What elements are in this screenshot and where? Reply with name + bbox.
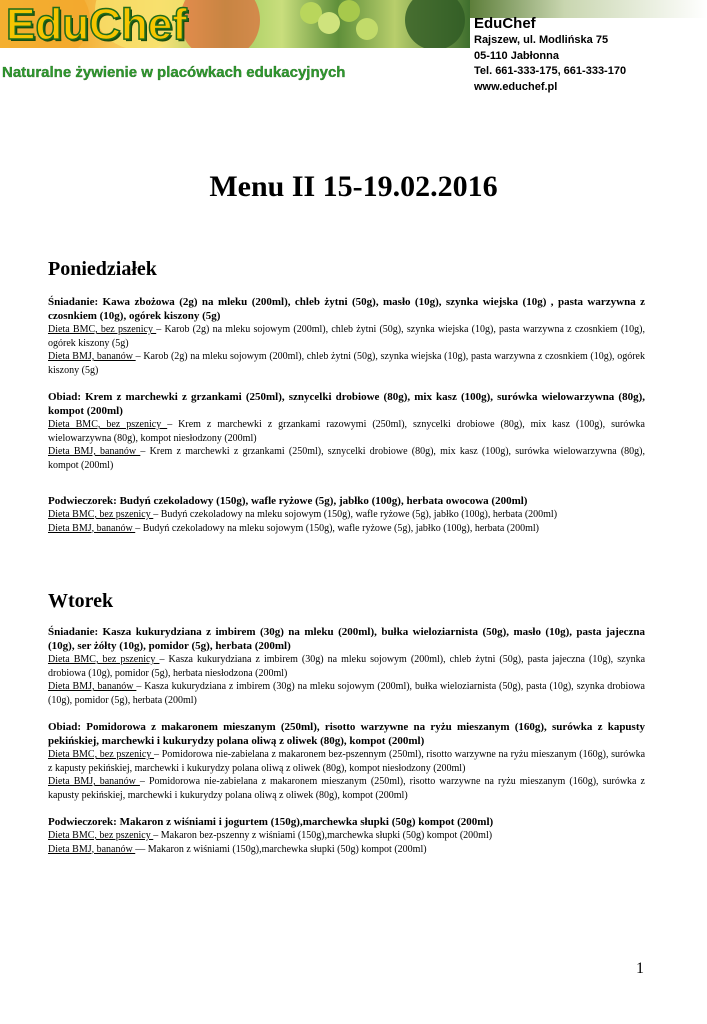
diet-label: Dieta BMC, bez pszenicy	[48, 324, 157, 335]
meal-breakfast	[48, 625, 645, 707]
day-heading-tuesday: Wtorek	[48, 590, 114, 612]
diet-label: Dieta BMJ, bananów	[48, 522, 136, 534]
diet-label: Dieta BMC, bez pszenicy	[48, 509, 154, 520]
diet-text: Pomidorowa nie-zabielana z makaronem mieszanym (250ml), risotto warzywne na ryżu mieszanym (160g), surówka z kapusty pekińskiej, marchewki i kukurydzy polana oliwą z oliwek (80g), kompot (200ml)	[48, 776, 645, 801]
day-heading-monday: Poniedziałek	[48, 258, 157, 280]
diet-line: Dieta BMJ, bananów – Karob (2g) na mleku sojowym (200ml), chleb żytni (50g), szynka wiejska (10g), pasta warzywna z czosnkiem (10g), ogórek kiszony (5g)	[48, 351, 645, 376]
diet-text: Budyń czekoladowy na mleku sojowym (150g), wafle ryżowe (5g), jabłko (100g), herbata (200ml)	[142, 522, 539, 534]
diet-label: Dieta BMJ, bananów	[48, 681, 137, 692]
page-number: 1	[636, 960, 644, 977]
diet-label: Dieta BMC, bez pszenicy	[48, 749, 155, 760]
contact-block	[474, 14, 626, 95]
company-name: EduChef	[474, 15, 536, 32]
menu-title: Menu II 15-19.02.2016	[209, 170, 498, 203]
meal-lunch	[48, 390, 645, 472]
meal-main: Podwieczorek: Budyń czekoladowy (150g), wafle ryżowe (5g), jabłko (100g), herbata owocowa (200ml)	[48, 495, 528, 507]
meal-lunch	[48, 720, 645, 802]
diet-line: Dieta BMC, bez pszenicy – Pomidorowa nie-zabielana z makaronem bez-pszennym (250ml), risotto warzywne na ryżu mieszanym (160g), surówka z kapusty pekińskiej, marchewki i kukurydzy polana oliwą z oliwek (80g), kompot niesłodzony (200ml)	[48, 749, 646, 774]
phone-line: Tel. 661-333-175, 661-333-170	[474, 65, 627, 77]
meal-main: Śniadanie: Kasza kukurydziana z imbirem (30g) na mleku (200ml), bułka wieloziarnista (50g), masło (10g), pasta jajeczna (10g), ser żółty (10g), pomidor (5g), herbata (200ml)	[48, 626, 645, 652]
diet-label: Dieta BMJ, bananów	[48, 776, 140, 787]
diet-label: Dieta BMJ, bananów	[48, 351, 136, 362]
diet-line: Dieta BMC, bez pszenicy – Krem z marchewki z grzankami razowymi (250ml), sznycelki drobiowe (80g), mix kasz (100g), surówka wielowarzywna (80g), kompot niesłodzony (200ml)	[48, 419, 645, 444]
day-content-monday	[48, 295, 645, 548]
diet-line: Dieta BMJ, bananów – Kasza kukurydziana z imbirem (30g) na mleku sojowym (200ml), bułka wieloziarnista (50g), pasta (10g), szynka drobiowa (10g), pomidor (5g), herbata (200ml)	[48, 681, 645, 706]
day-content-tuesday	[48, 625, 645, 869]
diet-text: Kasza kukurydziana z imbirem (30g) na mleku sojowym (200ml), bułka wieloziarnista (50g), pasta (10g), szynka drobiowa (10g), pomidor (5g), herbata (200ml)	[48, 681, 645, 706]
tagline: Naturalne żywienie w placówkach edukacyjnych	[2, 64, 346, 81]
address-line-1: Rajszew, ul. Modlińska 75	[474, 34, 609, 46]
address-line-2: 05-110 Jabłonna	[474, 49, 559, 62]
diet-label: Dieta BMC, bez pszenicy	[48, 830, 154, 841]
diet-text: Budyń czekoladowy na mleku sojowym (150g), wafle ryżowe (5g), jabłko (100g), herbata (200ml)	[160, 509, 558, 520]
diet-text: Kasza kukurydziana z imbirem (30g) na mleku sojowym (200ml), chleb żytni (50g), pasta jajeczna (10g), szynka drobiowa (10g), pomidor (5g), herbata niesłodzona (200ml)	[48, 654, 646, 679]
diet-text: Makaron bez-pszenny z wiśniami (150g),marchewka słupki (50g) kompot (200ml)	[160, 830, 493, 841]
diet-label: Dieta BMC, bez pszenicy	[48, 654, 160, 665]
educhef-logo: EduChef	[6, 0, 187, 49]
meal-main: Obiad: Pomidorowa z makaronem mieszanym (250ml), risotto warzywne na ryżu mieszanym (160g), surówka z kapusty pekińskiej, marchewki i kukurydzy polana oliwą z oliwek (80g), kompot (200ml)	[48, 721, 645, 747]
meal-breakfast	[48, 295, 645, 377]
diet-line: Dieta BMJ, bananów – Pomidorowa nie-zabielana z makaronem mieszanym (250ml), risotto warzywne na ryżu mieszanym (160g), surówka z kapusty pekińskiej, marchewki i kukurydzy polana oliwą z oliwek (80g), kompot (200ml)	[48, 776, 645, 801]
diet-text: Pomidorowa nie-zabielana z makaronem bez-pszennym (250ml), risotto warzywne na ryżu mieszanym (160g), surówka z kapusty pekińskiej, marchewki i kukurydzy polana oliwą z oliwek (80g), kompot niesłodzony (200ml)	[48, 749, 646, 774]
diet-text: Karob (2g) na mleku sojowym (200ml), chleb żytni (50g), szynka wiejska (10g), pasta warzywna z czosnkiem (10g), ogórek kiszony (5g)	[48, 351, 645, 376]
meal-snack	[48, 815, 645, 856]
meal-main: Śniadanie: Kawa zbożowa (2g) na mleku (200ml), chleb żytni (50g), masło (10g), szynka wiejska (10g) , pasta warzywna z czosnkiem (10g), ogórek kiszony (5g)	[48, 296, 645, 322]
diet-line: Dieta BMJ, bananów – Krem z marchewki z grzankami (250ml), sznycelki drobiowe (80g), mix kasz (100g), surówka wielowarzywna (80g), kompot (200ml)	[48, 446, 646, 471]
meal-main: Obiad: Krem z marchewki z grzankami (250ml), sznycelki drobiowe (80g), mix kasz (100g), surówka wielowarzywna (80g), kompot (200ml)	[48, 391, 645, 417]
diet-text: Makaron z wiśniami (150g),marchewka słupki (50g) kompot (200ml)	[147, 843, 427, 855]
diet-line: Dieta BMJ, bananów — Makaron z wiśniami (150g),marchewka słupki (50g) kompot (200ml)	[48, 843, 427, 855]
diet-line: Dieta BMC, bez pszenicy – Makaron bez-pszenny z wiśniami (150g),marchewka słupki (50g) kompot (200ml)	[48, 830, 493, 841]
letterhead	[0, 0, 707, 110]
diet-text: Krem z marchewki z grzankami (250ml), sznycelki drobiowe (80g), mix kasz (100g), surówka wielowarzywna (80g), kompot (200ml)	[48, 446, 646, 471]
diet-line: Dieta BMC, bez pszenicy – Kasza kukurydziana z imbirem (30g) na mleku sojowym (200ml), chleb żytni (50g), pasta jajeczna (10g), szynka drobiowa (10g), pomidor (5g), herbata niesłodzona (200ml)	[48, 654, 646, 679]
meal-main: Podwieczorek: Makaron z wiśniami i jogurtem (150g),marchewka słupki (50g) kompot (200ml)	[48, 816, 494, 828]
diet-line: Dieta BMC, bez pszenicy – Budyń czekoladowy na mleku sojowym (150g), wafle ryżowe (5g), jabłko (100g), herbata (200ml)	[48, 509, 558, 520]
diet-text: Karob (2g) na mleku sojowym (200ml), chleb żytni (50g), szynka wiejska (10g), pasta warzywna z czosnkiem (10g), ogórek kiszony (5g)	[48, 324, 646, 349]
diet-label: Dieta BMC, bez pszenicy	[48, 419, 168, 430]
diet-line: Dieta BMC, bez pszenicy – Karob (2g) na mleku sojowym (200ml), chleb żytni (50g), szynka wiejska (10g), pasta warzywna z czosnkiem (10g), ogórek kiszony (5g)	[48, 324, 646, 349]
diet-line: Dieta BMJ, bananów – Budyń czekoladowy na mleku sojowym (150g), wafle ryżowe (5g), jabłko (100g), herbata (200ml)	[48, 522, 539, 534]
meal-snack	[48, 494, 645, 535]
diet-label: Dieta BMJ, bananów	[48, 446, 141, 457]
diet-text: Krem z marchewki z grzankami razowymi (250ml), sznycelki drobiowe (80g), mix kasz (100g), surówka wielowarzywna (80g), kompot niesłodzony (200ml)	[48, 419, 645, 444]
diet-label: Dieta BMJ, bananów	[48, 843, 136, 855]
website-link[interactable]: www.educhef.pl	[474, 80, 558, 93]
